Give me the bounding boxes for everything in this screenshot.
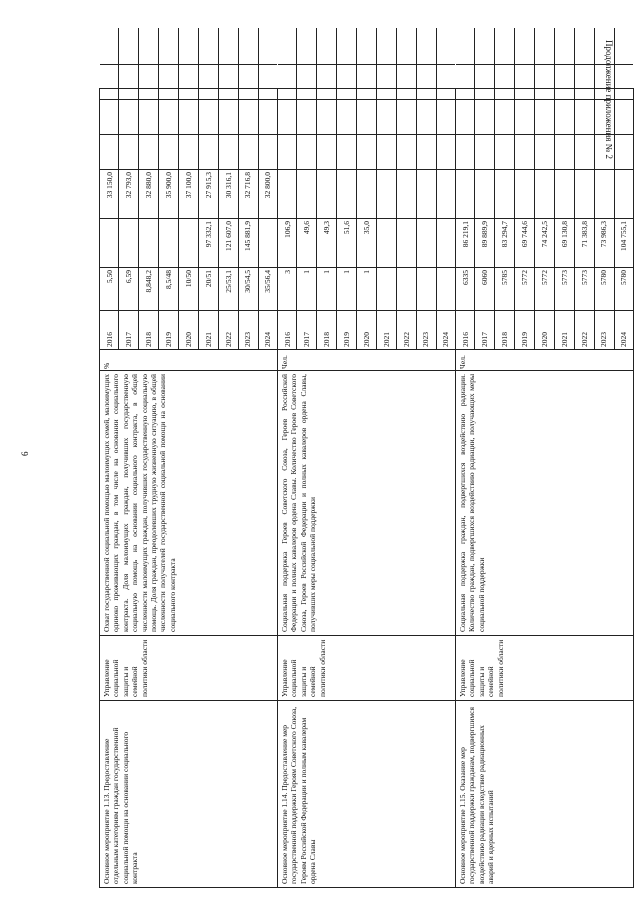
empty-cell bbox=[179, 28, 199, 65]
executor-cell: Управление социальной защиты и семейной политики области bbox=[278, 636, 456, 701]
funding-value-cell bbox=[179, 219, 199, 268]
empty-cell bbox=[179, 65, 199, 100]
year-cell: 2020 bbox=[357, 311, 377, 350]
empty-cell bbox=[139, 28, 159, 65]
indicator-value-cell: 35/56,4 bbox=[258, 268, 277, 311]
empty-cell bbox=[139, 100, 159, 135]
year-row bbox=[218, 28, 238, 349]
funding-value-cell bbox=[119, 219, 139, 268]
indicator-value-cell bbox=[376, 268, 396, 311]
table-row bbox=[278, 89, 456, 888]
rotated-table-container bbox=[99, 88, 634, 888]
empty-cell bbox=[278, 135, 297, 170]
indicator-value-cell: 5780 bbox=[594, 268, 614, 311]
indicator-value-cell: 1 bbox=[297, 268, 317, 311]
year-row bbox=[495, 28, 515, 349]
empty-cell bbox=[456, 65, 475, 100]
funding-alt-value-cell bbox=[416, 170, 436, 219]
year-cell: 2018 bbox=[495, 311, 515, 350]
year-row bbox=[456, 28, 475, 349]
indicator-value-cell: 3 bbox=[278, 268, 297, 311]
empty-cell bbox=[357, 135, 377, 170]
yearly-data-cell bbox=[456, 89, 634, 350]
indicator-value-cell: 1 bbox=[337, 268, 357, 311]
funding-value-cell: 89 889,9 bbox=[475, 219, 495, 268]
year-row bbox=[554, 28, 574, 349]
empty-cell bbox=[258, 100, 277, 135]
indicator-value-cell: 20/51 bbox=[198, 268, 218, 311]
empty-cell bbox=[258, 28, 277, 65]
empty-cell bbox=[436, 65, 455, 100]
year-cell: 2022 bbox=[396, 311, 416, 350]
funding-alt-value-cell bbox=[515, 170, 535, 219]
year-row bbox=[100, 28, 119, 349]
empty-cell bbox=[376, 28, 396, 65]
unit-cell: Чел. bbox=[456, 350, 634, 371]
empty-cell bbox=[317, 135, 337, 170]
funding-alt-value-cell bbox=[376, 170, 396, 219]
empty-cell bbox=[515, 28, 535, 65]
empty-cell bbox=[594, 28, 614, 65]
empty-cell bbox=[436, 100, 455, 135]
empty-cell bbox=[594, 100, 614, 135]
year-cell: 2018 bbox=[139, 311, 159, 350]
indicator-cell: Социальная поддержка граждан, подвергшихся воздействию радиации. Количество граждан, подвергшихся воздействию радиации, получающих меры социальной поддержки bbox=[456, 371, 634, 636]
funding-alt-value-cell: 32 800,0 bbox=[258, 170, 277, 219]
funding-alt-value-cell bbox=[436, 170, 455, 219]
funding-value-cell bbox=[396, 219, 416, 268]
empty-cell bbox=[218, 65, 238, 100]
empty-cell bbox=[100, 135, 119, 170]
empty-cell bbox=[535, 28, 555, 65]
year-row bbox=[396, 28, 416, 349]
funding-value-cell bbox=[436, 219, 455, 268]
empty-cell bbox=[475, 100, 495, 135]
empty-cell bbox=[416, 135, 436, 170]
year-row bbox=[416, 28, 436, 349]
funding-alt-value-cell bbox=[456, 170, 475, 219]
empty-cell bbox=[139, 135, 159, 170]
indicator-value-cell: 8,5/48 bbox=[159, 268, 179, 311]
year-cell: 2020 bbox=[535, 311, 555, 350]
empty-cell bbox=[416, 28, 436, 65]
funding-value-cell: 83 294,7 bbox=[495, 219, 515, 268]
empty-cell bbox=[554, 28, 574, 65]
year-row bbox=[535, 28, 555, 349]
funding-alt-value-cell bbox=[297, 170, 317, 219]
funding-value-cell: 73 986,3 bbox=[594, 219, 614, 268]
empty-cell bbox=[456, 135, 475, 170]
empty-cell bbox=[416, 65, 436, 100]
funding-alt-value-cell: 32 716,8 bbox=[238, 170, 258, 219]
funding-alt-value-cell bbox=[614, 170, 633, 219]
empty-cell bbox=[278, 28, 297, 65]
year-row bbox=[574, 28, 594, 349]
indicator-value-cell: 5773 bbox=[554, 268, 574, 311]
empty-cell bbox=[297, 100, 317, 135]
funding-alt-value-cell: 37 100,0 bbox=[179, 170, 199, 219]
year-row bbox=[357, 28, 377, 349]
empty-cell bbox=[100, 65, 119, 100]
empty-cell bbox=[278, 100, 297, 135]
indicator-cell: Охват государственной социальной помощью малоимущих семей, малоимущих одиноко проживающих граждан, в том числе на основании социального контракта. Доля малоимущих граждан, получивших государственную социальную помощь на основании социального контракта, в общей численности малоимущих граждан, получивших государственную социальную помощь. Доля граждан, преодолевших трудную жизненную ситуацию, в общей численности получателей государственной социальной помощи на основании социального контракта bbox=[100, 371, 278, 636]
funding-value-cell: 69 130,8 bbox=[554, 219, 574, 268]
year-cell: 2021 bbox=[198, 311, 218, 350]
measure-cell: Основное мероприятие 1.13. Предоставление отдельным категориям граждан государственной социальной помощи на основании социального контракта bbox=[100, 701, 278, 888]
empty-cell bbox=[100, 28, 119, 65]
funding-alt-value-cell bbox=[278, 170, 297, 219]
funding-alt-value-cell bbox=[574, 170, 594, 219]
indicator-value-cell bbox=[396, 268, 416, 311]
empty-cell bbox=[218, 135, 238, 170]
funding-alt-value-cell bbox=[396, 170, 416, 219]
empty-cell bbox=[535, 65, 555, 100]
funding-value-cell: 49,6 bbox=[297, 219, 317, 268]
empty-cell bbox=[317, 100, 337, 135]
empty-cell bbox=[495, 100, 515, 135]
funding-value-cell bbox=[376, 219, 396, 268]
yearly-data-cell bbox=[278, 89, 456, 350]
year-row bbox=[139, 28, 159, 349]
empty-cell bbox=[456, 100, 475, 135]
year-row bbox=[337, 28, 357, 349]
empty-cell bbox=[159, 100, 179, 135]
empty-cell bbox=[337, 100, 357, 135]
indicator-value-cell: 6,59 bbox=[119, 268, 139, 311]
funding-value-cell bbox=[139, 219, 159, 268]
funding-alt-value-cell: 33 150,0 bbox=[100, 170, 119, 219]
funding-alt-value-cell bbox=[357, 170, 377, 219]
year-cell: 2023 bbox=[416, 311, 436, 350]
indicator-value-cell bbox=[436, 268, 455, 311]
program-table bbox=[99, 88, 634, 888]
indicator-value-cell: 1 bbox=[357, 268, 377, 311]
year-cell: 2024 bbox=[614, 311, 633, 350]
empty-cell bbox=[357, 28, 377, 65]
funding-value-cell bbox=[159, 219, 179, 268]
year-cell: 2022 bbox=[574, 311, 594, 350]
indicator-value-cell: 5,50 bbox=[100, 268, 119, 311]
empty-cell bbox=[614, 28, 633, 65]
year-cell: 2017 bbox=[119, 311, 139, 350]
funding-alt-value-cell bbox=[475, 170, 495, 219]
year-cell: 2022 bbox=[218, 311, 238, 350]
funding-value-cell bbox=[258, 219, 277, 268]
empty-cell bbox=[376, 65, 396, 100]
funding-alt-value-cell: 30 316,1 bbox=[218, 170, 238, 219]
funding-alt-value-cell: 32 880,0 bbox=[139, 170, 159, 219]
year-cell: 2017 bbox=[297, 311, 317, 350]
indicator-cell: Социальная поддержка Героев Советского Союза, Героев Российской Федерации и полных кавалеров ордена Славы. Количество Героев Советского Союза, Героев Российской Федерации и полных кавалеров ордена Славы, получивших меры социальной поддержки bbox=[278, 371, 456, 636]
year-cell: 2024 bbox=[436, 311, 455, 350]
indicator-value-cell: 6060 bbox=[475, 268, 495, 311]
empty-cell bbox=[495, 135, 515, 170]
empty-cell bbox=[337, 65, 357, 100]
empty-cell bbox=[574, 135, 594, 170]
year-cell: 2019 bbox=[515, 311, 535, 350]
year-cell: 2016 bbox=[456, 311, 475, 350]
year-cell: 2021 bbox=[376, 311, 396, 350]
empty-cell bbox=[554, 135, 574, 170]
funding-value-cell: 35,0 bbox=[357, 219, 377, 268]
empty-cell bbox=[594, 135, 614, 170]
indicator-value-cell: 5772 bbox=[515, 268, 535, 311]
empty-cell bbox=[238, 65, 258, 100]
empty-cell bbox=[218, 28, 238, 65]
empty-cell bbox=[218, 100, 238, 135]
indicator-value-cell: 5773 bbox=[574, 268, 594, 311]
empty-cell bbox=[179, 135, 199, 170]
year-row bbox=[238, 28, 258, 349]
executor-cell: Управление социальной защиты и семейной политики области bbox=[100, 636, 278, 701]
funding-alt-value-cell bbox=[594, 170, 614, 219]
empty-cell bbox=[436, 28, 455, 65]
empty-cell bbox=[317, 65, 337, 100]
empty-cell bbox=[258, 65, 277, 100]
empty-cell bbox=[614, 100, 633, 135]
indicator-value-cell: 1 bbox=[317, 268, 337, 311]
empty-cell bbox=[495, 28, 515, 65]
funding-value-cell bbox=[100, 219, 119, 268]
executor-cell: Управление социальной защиты и семейной политики области bbox=[456, 636, 634, 701]
funding-alt-value-cell bbox=[554, 170, 574, 219]
empty-cell bbox=[535, 135, 555, 170]
empty-cell bbox=[594, 65, 614, 100]
empty-cell bbox=[119, 135, 139, 170]
empty-cell bbox=[297, 65, 317, 100]
funding-value-cell: 121 607,0 bbox=[218, 219, 238, 268]
indicator-value-cell: 25/53,1 bbox=[218, 268, 238, 311]
year-cell: 2024 bbox=[258, 311, 277, 350]
funding-value-cell: 97 332,1 bbox=[198, 219, 218, 268]
year-cell: 2019 bbox=[159, 311, 179, 350]
year-row bbox=[159, 28, 179, 349]
year-row bbox=[614, 28, 633, 349]
empty-cell bbox=[574, 28, 594, 65]
year-row bbox=[317, 28, 337, 349]
funding-value-cell bbox=[416, 219, 436, 268]
year-cell: 2019 bbox=[337, 311, 357, 350]
year-cell: 2023 bbox=[238, 311, 258, 350]
funding-value-cell: 49,3 bbox=[317, 219, 337, 268]
indicator-value-cell: 6335 bbox=[456, 268, 475, 311]
empty-cell bbox=[475, 28, 495, 65]
empty-cell bbox=[475, 135, 495, 170]
empty-cell bbox=[376, 135, 396, 170]
empty-cell bbox=[258, 135, 277, 170]
empty-cell bbox=[198, 135, 218, 170]
continuation-label: Продолжение приложения № 2 bbox=[604, 40, 614, 160]
empty-cell bbox=[574, 65, 594, 100]
year-cell: 2017 bbox=[475, 311, 495, 350]
empty-cell bbox=[159, 135, 179, 170]
funding-value-cell: 104 755,1 bbox=[614, 219, 633, 268]
empty-cell bbox=[396, 100, 416, 135]
empty-cell bbox=[614, 135, 633, 170]
funding-value-cell: 74 242,5 bbox=[535, 219, 555, 268]
empty-cell bbox=[198, 28, 218, 65]
indicator-value-cell: 8,848,2 bbox=[139, 268, 159, 311]
year-row bbox=[594, 28, 614, 349]
empty-cell bbox=[535, 100, 555, 135]
empty-cell bbox=[317, 28, 337, 65]
year-row bbox=[119, 28, 139, 349]
empty-cell bbox=[119, 65, 139, 100]
empty-cell bbox=[297, 28, 317, 65]
indicator-value-cell: 5772 bbox=[535, 268, 555, 311]
funding-value-cell: 69 744,6 bbox=[515, 219, 535, 268]
empty-cell bbox=[475, 65, 495, 100]
year-cell: 2018 bbox=[317, 311, 337, 350]
empty-cell bbox=[376, 100, 396, 135]
unit-cell: % bbox=[100, 350, 278, 371]
empty-cell bbox=[139, 65, 159, 100]
funding-alt-value-cell: 27 915,3 bbox=[198, 170, 218, 219]
funding-value-cell: 145 881,9 bbox=[238, 219, 258, 268]
empty-cell bbox=[574, 100, 594, 135]
empty-cell bbox=[416, 100, 436, 135]
year-row bbox=[198, 28, 218, 349]
empty-cell bbox=[554, 100, 574, 135]
yearly-data-table bbox=[456, 28, 633, 349]
empty-cell bbox=[159, 65, 179, 100]
empty-cell bbox=[119, 28, 139, 65]
year-row bbox=[278, 28, 297, 349]
empty-cell bbox=[396, 135, 416, 170]
year-cell: 2020 bbox=[179, 311, 199, 350]
year-cell: 2016 bbox=[100, 311, 119, 350]
empty-cell bbox=[119, 100, 139, 135]
table-row bbox=[100, 89, 278, 888]
empty-cell bbox=[396, 28, 416, 65]
empty-cell bbox=[456, 28, 475, 65]
year-cell: 2023 bbox=[594, 311, 614, 350]
indicator-value-cell: 5780 bbox=[614, 268, 633, 311]
funding-value-cell: 106,9 bbox=[278, 219, 297, 268]
funding-alt-value-cell bbox=[535, 170, 555, 219]
empty-cell bbox=[337, 28, 357, 65]
empty-cell bbox=[238, 135, 258, 170]
empty-cell bbox=[100, 100, 119, 135]
indicator-value-cell: 10/50 bbox=[179, 268, 199, 311]
empty-cell bbox=[396, 65, 416, 100]
empty-cell bbox=[159, 28, 179, 65]
page-number: 6 bbox=[20, 451, 30, 456]
empty-cell bbox=[357, 100, 377, 135]
empty-cell bbox=[515, 65, 535, 100]
funding-alt-value-cell bbox=[317, 170, 337, 219]
empty-cell bbox=[614, 65, 633, 100]
empty-cell bbox=[278, 65, 297, 100]
empty-cell bbox=[238, 28, 258, 65]
year-row bbox=[297, 28, 317, 349]
yearly-data-cell bbox=[100, 89, 278, 350]
empty-cell bbox=[357, 65, 377, 100]
year-row bbox=[258, 28, 277, 349]
empty-cell bbox=[495, 65, 515, 100]
empty-cell bbox=[436, 135, 455, 170]
empty-cell bbox=[179, 100, 199, 135]
measure-cell: Основное мероприятие 1.15. Оказание мер государственной поддержки гражданам, подвергшимся воздействию радиации вследствие радиационных аварий и ядерных испытаний bbox=[456, 701, 634, 888]
yearly-data-table bbox=[100, 28, 277, 349]
funding-value-cell: 71 383,8 bbox=[574, 219, 594, 268]
year-row bbox=[436, 28, 455, 349]
empty-cell bbox=[515, 135, 535, 170]
year-row bbox=[515, 28, 535, 349]
empty-cell bbox=[198, 65, 218, 100]
empty-cell bbox=[554, 65, 574, 100]
measure-cell: Основное мероприятие 1.14. Предоставление мер государственной поддержки Героям Советского Союза, Героям Российской Федерации и полным кавалерам ордена Славы bbox=[278, 701, 456, 888]
empty-cell bbox=[515, 100, 535, 135]
funding-value-cell: 86 219,1 bbox=[456, 219, 475, 268]
year-cell: 2016 bbox=[278, 311, 297, 350]
empty-cell bbox=[297, 135, 317, 170]
indicator-value-cell: 30/54,5 bbox=[238, 268, 258, 311]
year-cell: 2021 bbox=[554, 311, 574, 350]
year-row bbox=[475, 28, 495, 349]
funding-alt-value-cell bbox=[337, 170, 357, 219]
funding-value-cell: 51,6 bbox=[337, 219, 357, 268]
year-row bbox=[376, 28, 396, 349]
unit-cell: Чел. bbox=[278, 350, 456, 371]
yearly-data-table bbox=[278, 28, 455, 349]
empty-cell bbox=[337, 135, 357, 170]
empty-cell bbox=[198, 100, 218, 135]
funding-alt-value-cell: 35 900,0 bbox=[159, 170, 179, 219]
funding-alt-value-cell bbox=[495, 170, 515, 219]
indicator-value-cell bbox=[416, 268, 436, 311]
funding-alt-value-cell: 32 793,0 bbox=[119, 170, 139, 219]
empty-cell bbox=[238, 100, 258, 135]
year-row bbox=[179, 28, 199, 349]
indicator-value-cell: 5785 bbox=[495, 268, 515, 311]
table-row bbox=[456, 89, 634, 888]
